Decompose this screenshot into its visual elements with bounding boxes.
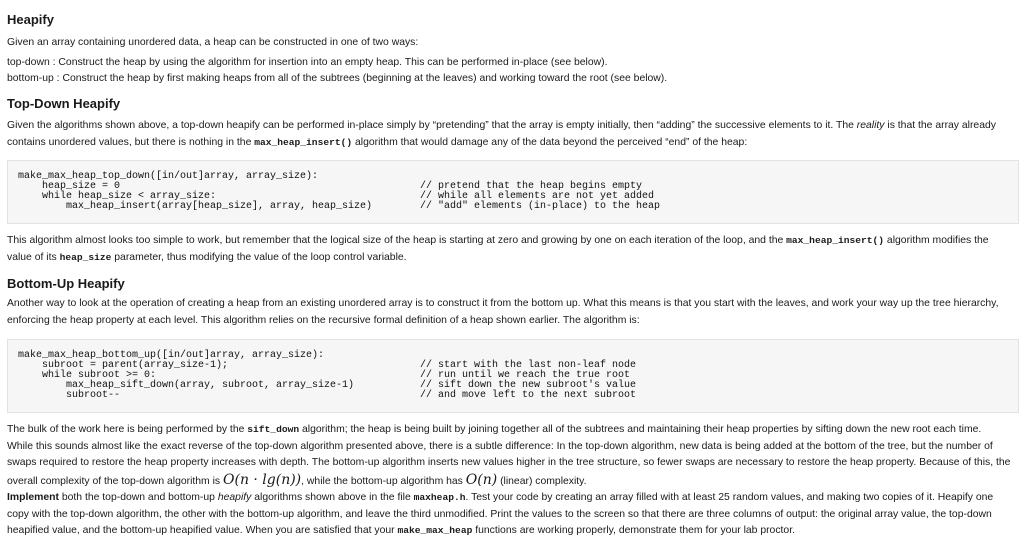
bottomup-code-block [7,339,1019,413]
code-comment: // start with the last non-leaf node [420,360,637,371]
bottomup-heading: Bottom-Up Heapify [7,276,125,291]
code-comment: // and move left to the next subroot [420,390,637,401]
inline-code: heap_size [59,251,112,263]
inline-code: sift_down [247,424,300,435]
code-comment: // pretend that the heap begins empty [420,181,643,192]
code-line: subroot-- [18,390,121,401]
code-line: heap_size = 0 [18,181,121,192]
code-line: max_heap_insert(array[heap_size], array, heap_size) [18,201,373,212]
code-line: while heap_size < array_size: [18,191,217,202]
topdown-heading: Top-Down Heapify [7,96,121,111]
code-comment: // while all elements are not yet added [420,191,655,202]
topdown-paragraph-2: This algorithm almost looks too simple to work, but remember that the logical size of the heap is starting at zero and growing by one on each iteration of the loop, and the max_heap_insert() algorithm modifies the value of its heap_size parameter, thus modifying the value of the loop control variable. [7,235,989,263]
code-line: make_max_heap_top_down([in/out]array, array_size): [18,171,319,182]
code-line: max_heap_sift_down(array, subroot, array_size-1) [18,380,355,391]
code-line: subroot = parent(array_size-1); [18,360,229,371]
code-comment: // sift down the new subroot's value [420,380,637,391]
inline-code: make_max_heap [397,525,473,536]
code-comment: // "add" elements (in-place) to the heap [420,201,661,212]
topdown-paragraph-1: Given the algorithms shown above, a top-down heapify can be performed in-place simply by “pretending” that the array is empty initially, then “adding” the successive elements to it. The reality is that the array already contains unordered values, but there is nothing in the max_heap_insert() algorithm that would damage any of the data beyond the perceived “end” of the heap: [7,120,996,148]
topdown-code-block [7,160,1019,224]
math-expression: O(n) [465,471,498,488]
heapify-heading: Heapify [7,12,54,27]
bottomup-paragraph-1: Another way to look at the operation of creating a heap from an existing unordered array is to construct it from the bottom up. What this means is that you start with the leaves, and work your way up the tree hierarchy, enforcing the heap property at each level. This algorithm relies on the recursive formal definition of a heap shown earlier. The algorithm is: [7,298,999,326]
inline-code: max_heap_insert() [786,235,885,246]
code-line: make_max_heap_bottom_up([in/out]array, array_size): [18,350,325,361]
inline-code: maxheap.h [413,492,466,503]
heapify-intro: Given an array containing unordered data, a heap can be constructed in one of two ways: [7,37,419,48]
code-comment: // run until we reach the true root [420,370,631,381]
math-expression: O(n · lg(n)) [223,471,302,488]
topdown-definition: top-down : Construct the heap by using the algorithm for insertion into an empty heap. This can be performed in-place (see below). [7,57,608,68]
bottomup-definition: bottom-up : Construct the heap by first making heaps from all of the subtrees (beginning at the leaves) and working toward the root (see below). [7,73,668,84]
inline-code: max_heap_insert() [254,136,353,148]
implement-paragraph: Implement both the top-down and bottom-up heapify algorithms shown above in the file maxheap.h. Test your code by creating an array filled with at least 25 random values, and making two copies of it. Heapify one copy with the top-down algorithm, the other with the bottom-up algorithm, and leave the third unmodified. Print the values to the screen so that there are three columns of output: the original array value, the top-down heapified value, and the bottom-up heapified value. When you are satisfied that your make_max_heap functions are working properly, demonstrate them for your lab proctor. [7,492,994,536]
bottomup-paragraph-2: The bulk of the work here is being performed by the sift_down algorithm; the heap is being built by joining together all of the subtrees and maintaining their heap properties by sifting down the new root each time. While this sounds almost like the exact reverse of the top-down algorithm presented above, there is a subtle difference: In the top-down algorithm, new data is being added at the bottom of the tree, but the number of swaps required to restore the heap property increases with depth. The bottom-up algorithm inserts new values higher in the tree structure, so fewer swaps are necessary to restore the heap property. Because of this, the overall complexity of the top-down algorithm is O(n · lg(n)), while the bottom-up algorithm has O(n) (linear) complexity. [7,424,1011,488]
code-line: while subroot >= 0: [18,370,157,381]
